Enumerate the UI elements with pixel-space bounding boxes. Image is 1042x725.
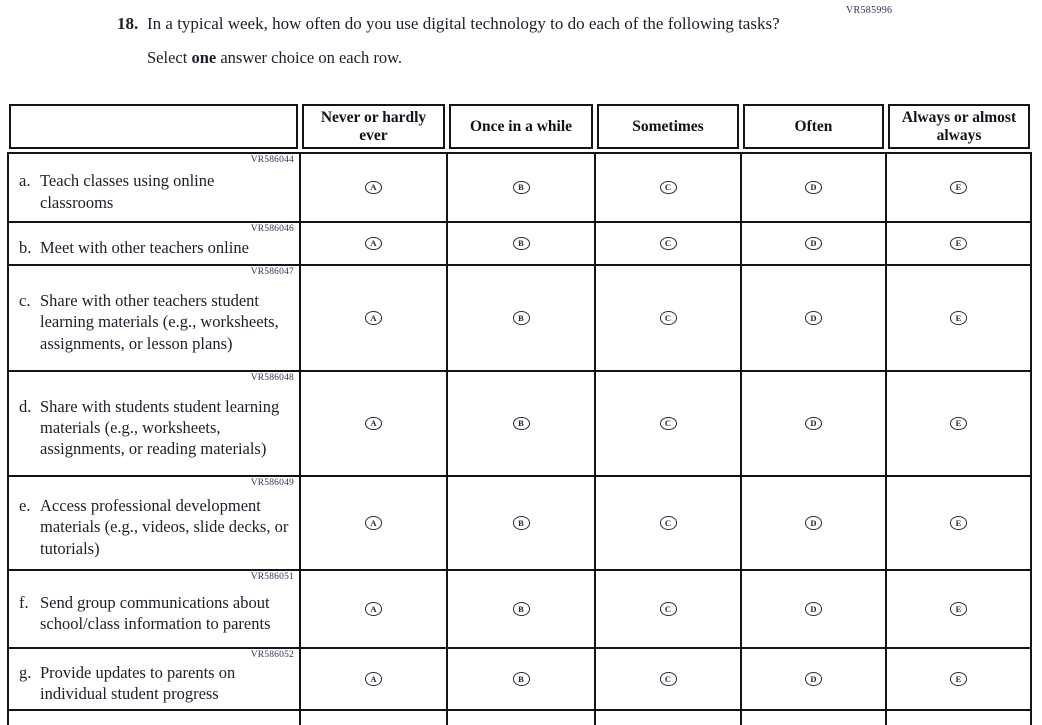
row-label-cell <box>9 223 299 264</box>
table-row-g <box>9 649 1030 711</box>
row-task-text: Send group communications about school/class information to parents <box>40 592 271 633</box>
option-cell <box>594 154 740 221</box>
row-text <box>19 290 291 353</box>
row-label-cell <box>9 649 299 709</box>
row-letter: d. <box>19 396 32 416</box>
row-code: VR586048 <box>250 373 294 383</box>
row-label-cell <box>9 711 299 725</box>
row-task-text: Access professional development materials (e.g., videos, slide decks, or tutorials) <box>40 496 289 558</box>
column-header-never-or-hardly-ever: Never or hardly ever <box>302 104 445 149</box>
row-task-text: Teach classes using online classrooms <box>40 171 215 212</box>
row-task-text: Share with other teachers student learning materials (e.g., worksheets, assignments, or lesson plans) <box>40 291 279 353</box>
option-cell <box>740 571 885 647</box>
row-task-text: Share with students student learning materials (e.g., worksheets, assignments, or reading materials) <box>40 396 280 459</box>
row-letter: e. <box>19 496 31 516</box>
answer-bubble-f-D[interactable]: D <box>805 602 822 616</box>
question-instruction <box>147 48 819 68</box>
option-cell <box>740 154 885 221</box>
row-text <box>19 662 291 704</box>
answer-bubble-f-B[interactable]: B <box>513 602 530 616</box>
column-header-always-or-almost-always: Always or almost always <box>888 104 1030 149</box>
option-cell <box>740 477 885 569</box>
form-code: VR585996 <box>846 5 893 16</box>
option-cell <box>594 571 740 647</box>
answer-bubble-f-C[interactable]: C <box>660 602 677 616</box>
option-cell <box>740 223 885 264</box>
answer-bubble-b-D[interactable]: D <box>805 237 822 251</box>
answer-bubble-g-B[interactable]: B <box>513 672 530 686</box>
answer-bubble-e-E[interactable]: E <box>950 516 967 530</box>
row-code: VR586047 <box>250 267 294 277</box>
row-label-cell <box>9 154 299 221</box>
table-row-b <box>9 223 1030 266</box>
row-task-text: Provide updates to parents on individual student progress <box>40 663 236 704</box>
row-text <box>19 237 291 258</box>
table-row-e <box>9 477 1030 571</box>
row-text <box>19 170 291 212</box>
option-cell <box>299 154 446 221</box>
answer-bubble-d-B[interactable]: B <box>513 417 530 431</box>
answer-bubble-c-B[interactable]: B <box>513 311 530 325</box>
row-text <box>19 396 291 459</box>
option-cell <box>594 711 740 725</box>
instruction-suffix: answer choice on each row. <box>216 48 403 68</box>
header-stub-cell <box>9 104 298 149</box>
column-header-once-in-a-while: Once in a while <box>449 104 593 149</box>
option-cell <box>885 477 1030 569</box>
instruction-prefix: Select <box>147 48 192 68</box>
answer-bubble-f-A[interactable]: A <box>365 602 382 616</box>
option-cell <box>740 711 885 725</box>
row-label-cell <box>9 372 299 475</box>
answer-bubble-b-C[interactable]: C <box>660 237 677 251</box>
answer-bubble-d-E[interactable]: E <box>950 417 967 431</box>
table-row-a <box>9 154 1030 223</box>
answer-bubble-e-A[interactable]: A <box>365 516 382 530</box>
table-body <box>7 152 1032 725</box>
answer-bubble-a-B[interactable]: B <box>513 181 530 195</box>
table-header-row <box>7 104 1032 149</box>
answer-bubble-b-E[interactable]: E <box>950 237 967 251</box>
option-cell <box>740 372 885 475</box>
table-row-d <box>9 372 1030 477</box>
row-task-text: Meet with other teachers online <box>40 237 249 257</box>
option-cell <box>446 477 594 569</box>
answer-bubble-c-A[interactable]: A <box>365 311 382 325</box>
option-cell <box>594 266 740 370</box>
option-cell <box>740 266 885 370</box>
answer-bubble-b-B[interactable]: B <box>513 237 530 251</box>
option-cell <box>594 649 740 709</box>
answer-bubble-c-D[interactable]: D <box>805 311 822 325</box>
answer-bubble-a-A[interactable]: A <box>365 181 382 195</box>
answer-bubble-g-C[interactable]: C <box>660 672 677 686</box>
answer-bubble-a-C[interactable]: C <box>660 181 677 195</box>
answer-bubble-e-B[interactable]: B <box>513 516 530 530</box>
row-code: VR586051 <box>250 572 294 582</box>
row-letter: g. <box>19 663 32 682</box>
answer-bubble-b-A[interactable]: A <box>365 237 382 251</box>
option-cell <box>594 223 740 264</box>
option-cell <box>446 571 594 647</box>
answer-bubble-a-E[interactable]: E <box>950 181 967 195</box>
option-cell <box>446 223 594 264</box>
option-cell <box>446 154 594 221</box>
table-row-f <box>9 571 1030 649</box>
option-cell <box>299 571 446 647</box>
option-cell <box>885 372 1030 475</box>
question-text: In a typical week, how often do you use digital technology to do each of the following tasks? <box>147 14 780 33</box>
option-cell <box>446 372 594 475</box>
answer-bubble-g-A[interactable]: A <box>365 672 382 686</box>
question-body <box>147 13 819 68</box>
answer-bubble-c-C[interactable]: C <box>660 311 677 325</box>
option-cell <box>299 372 446 475</box>
answer-bubble-g-D[interactable]: D <box>805 672 822 686</box>
row-code: VR586052 <box>250 650 294 660</box>
row-text <box>19 495 291 558</box>
row-code: VR586049 <box>250 478 294 488</box>
answer-bubble-c-E[interactable]: E <box>950 311 967 325</box>
option-cell <box>885 649 1030 709</box>
answer-bubble-g-E[interactable]: E <box>950 672 967 686</box>
answer-bubble-d-D[interactable]: D <box>805 417 822 431</box>
row-label-cell <box>9 266 299 370</box>
option-cell <box>446 266 594 370</box>
table-row-c <box>9 266 1030 372</box>
question-number: 18. <box>117 14 139 33</box>
row-code: VR586044 <box>250 155 294 165</box>
option-cell <box>299 649 446 709</box>
row-code: VR586046 <box>250 224 294 234</box>
instruction-bold-word: one <box>191 48 217 68</box>
row-label-cell <box>9 571 299 647</box>
option-cell <box>446 711 594 725</box>
row-letter: b. <box>19 237 32 257</box>
column-header-sometimes: Sometimes <box>597 104 739 149</box>
answer-bubble-d-C[interactable]: C <box>660 417 677 431</box>
option-cell <box>885 711 1030 725</box>
option-cell <box>446 649 594 709</box>
answer-bubble-f-E[interactable]: E <box>950 602 967 616</box>
response-table <box>7 104 1032 725</box>
column-header-often: Often <box>743 104 884 149</box>
option-cell <box>299 711 446 725</box>
option-cell <box>299 223 446 264</box>
row-letter: c. <box>19 291 31 311</box>
answer-bubble-e-C[interactable]: C <box>660 516 677 530</box>
table-row-partial <box>9 711 1030 725</box>
row-label-cell <box>9 477 299 569</box>
row-letter: a. <box>19 171 31 191</box>
question-block <box>117 13 819 68</box>
answer-bubble-a-D[interactable]: D <box>805 181 822 195</box>
answer-bubble-e-D[interactable]: D <box>805 516 822 530</box>
option-cell <box>885 266 1030 370</box>
option-cell <box>299 477 446 569</box>
row-letter: f. <box>19 592 29 612</box>
option-cell <box>885 223 1030 264</box>
option-cell <box>594 372 740 475</box>
row-text <box>19 592 291 634</box>
option-cell <box>740 649 885 709</box>
option-cell <box>299 266 446 370</box>
option-cell <box>594 477 740 569</box>
answer-bubble-d-A[interactable]: A <box>365 417 382 431</box>
option-cell <box>885 571 1030 647</box>
option-cell <box>885 154 1030 221</box>
